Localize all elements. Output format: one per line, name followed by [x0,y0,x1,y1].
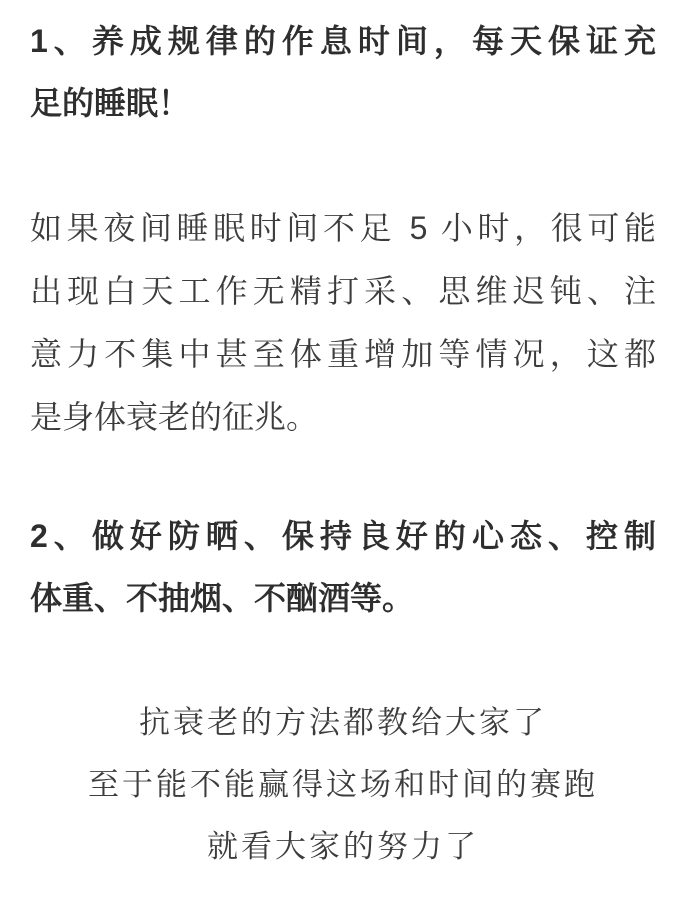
heading-1-line-2: 足的睡眠！ [30,85,191,121]
closing-line-3: 就看大家的努力了 [207,829,479,864]
heading-2-line-2: 体重、不抽烟、不酗酒等。 [30,580,415,616]
heading-1-line-1: 1、养成规律的作息时间，每天保证充 [30,23,656,59]
paragraph-1-line-1: 如果夜间睡眠时间不足 5 小时，很可能 [30,210,656,246]
closing-line-2: 至于能不能赢得这场和时间的赛跑 [88,767,598,802]
heading-1 [30,10,656,134]
paragraph-1-line-2: 出现白天工作无精打采、思维迟钝、注 [30,273,656,309]
closing-stanza [30,692,656,878]
heading-2 [30,505,656,629]
paragraph-1-line-4: 是身体衰老的征兆。 [30,399,319,435]
paragraph-1 [30,197,656,449]
paragraph-1-line-3: 意力不集中甚至体重增加等情况，这都 [30,336,656,372]
heading-2-line-1: 2、做好防晒、保持良好的心态、控制 [30,518,656,554]
closing-line-1: 抗衰老的方法都教给大家了 [139,705,547,740]
